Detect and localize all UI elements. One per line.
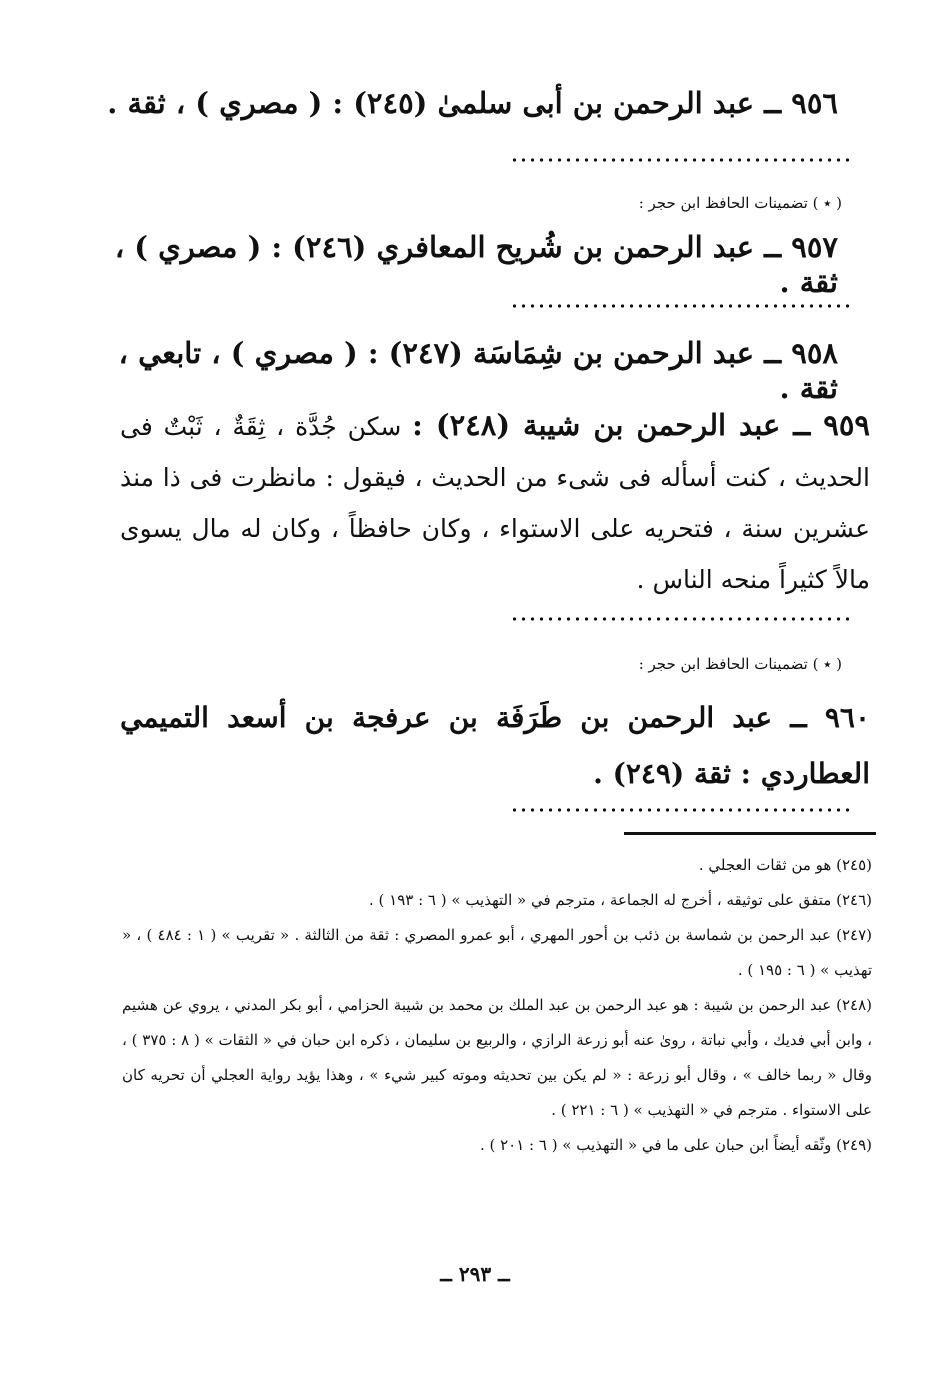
- page-number: ــ ٢٩٣ ــ: [440, 1262, 510, 1286]
- entry-959-body: سكن جُدَّة ، ثِقَةٌ ، ثَبْتٌ فى الحديث ، كنت أسأله فى شىء من الحديث ، فيقول : مانظرت فى ذا منذ عشرين سنة ، فتحريه على الاستواء ، وكان حافظاً ، وكان له مال يسوى مالاً كثيراً منحه الناس .: [120, 412, 870, 594]
- dotted-separator: [510, 304, 852, 308]
- tadmin-note: ( ٭ ) تضمينات الحافظ ابن حجر :: [638, 655, 842, 673]
- footnote-separator-line: [624, 832, 876, 835]
- entry-959-head: ٩٥٩ ــ عبد الرحمن بن شيبة (٢٤٨) :: [412, 408, 870, 442]
- tadmin-note: ( ٭ ) تضمينات الحافظ ابن حجر :: [638, 194, 842, 212]
- dotted-separator: [510, 158, 852, 162]
- footnotes: [122, 848, 872, 1163]
- entry-956: [98, 86, 838, 121]
- footnote-247: (٢٤٧) عبد الرحمن بن شماسة بن ذئب بن أحور المهري ، أبو عمرو المصري : ثقة من الثالثة . « تقريب » ( ١ : ٤٨٤ ) ، « تهذيب » ( ٦ : ١٩٥ ) .: [122, 926, 872, 979]
- entry-960: [120, 690, 870, 802]
- entry-957: [98, 230, 838, 300]
- footnote-248: (٢٤٨) عبد الرحمن بن شيبة : هو عبد الرحمن بن عبد الملك بن محمد بن شيبة الحزامي ، أبو بكر المدني ، يروي عن هشيم ، وابن أبي فديك ، وأبي نباتة ، روىٰ عنه أبو زرعة الرازي ، والربيع بن سليمان ، ذكره ابن حبان في « الثقات » ( ٨ : ٣٧٥ ) ، وقال « ربما خالف » ، وقال أبو زرعة : « لم يكن بين تحديثه وموته كبير شيء » ، وهذا يؤيد رواية العجلي أن تحريه كان على الاستواء . مترجم في « التهذيب » ( ٦ : ٢٢١ ) .: [122, 996, 873, 1119]
- entry-959: [120, 400, 870, 605]
- entry-958-text: ٩٥٨ ــ عبد الرحمن بن شِمَاسَة (٢٤٧) : ( مصري ) ، تابعي ، ثقة .: [118, 336, 838, 405]
- entry-958: [98, 336, 838, 406]
- dotted-separator: [510, 617, 852, 621]
- footnote-249: (٢٤٩) وثّقه أيضاً ابن حبان على ما في « التهذيب » ( ٦ : ٢٠١ ) .: [479, 1136, 872, 1154]
- dotted-separator: [510, 808, 852, 812]
- footnote-245: (٢٤٥) هو من ثقات العجلي .: [698, 856, 872, 874]
- entry-960-text: ٩٦٠ ــ عبد الرحمن بن طَرَفَة بن عرفجة بن أسعد التميمي العطاردي : ثقة (٢٤٩) .: [120, 701, 870, 790]
- entry-956-text: ٩٥٦ ــ عبد الرحمن بن أبى سلمىٰ (٢٤٥) : ( مصري ) ، ثقة .: [107, 86, 838, 120]
- footnote-246: (٢٤٦) متفق على توثيقه ، أخرج له الجماعة ، مترجم في « التهذيب » ( ٦ : ١٩٣ ) .: [369, 891, 872, 909]
- entry-957-text: ٩٥٧ ــ عبد الرحمن بن شُريح المعافري (٢٤٦) : ( مصري ) ، ثقة .: [114, 230, 838, 299]
